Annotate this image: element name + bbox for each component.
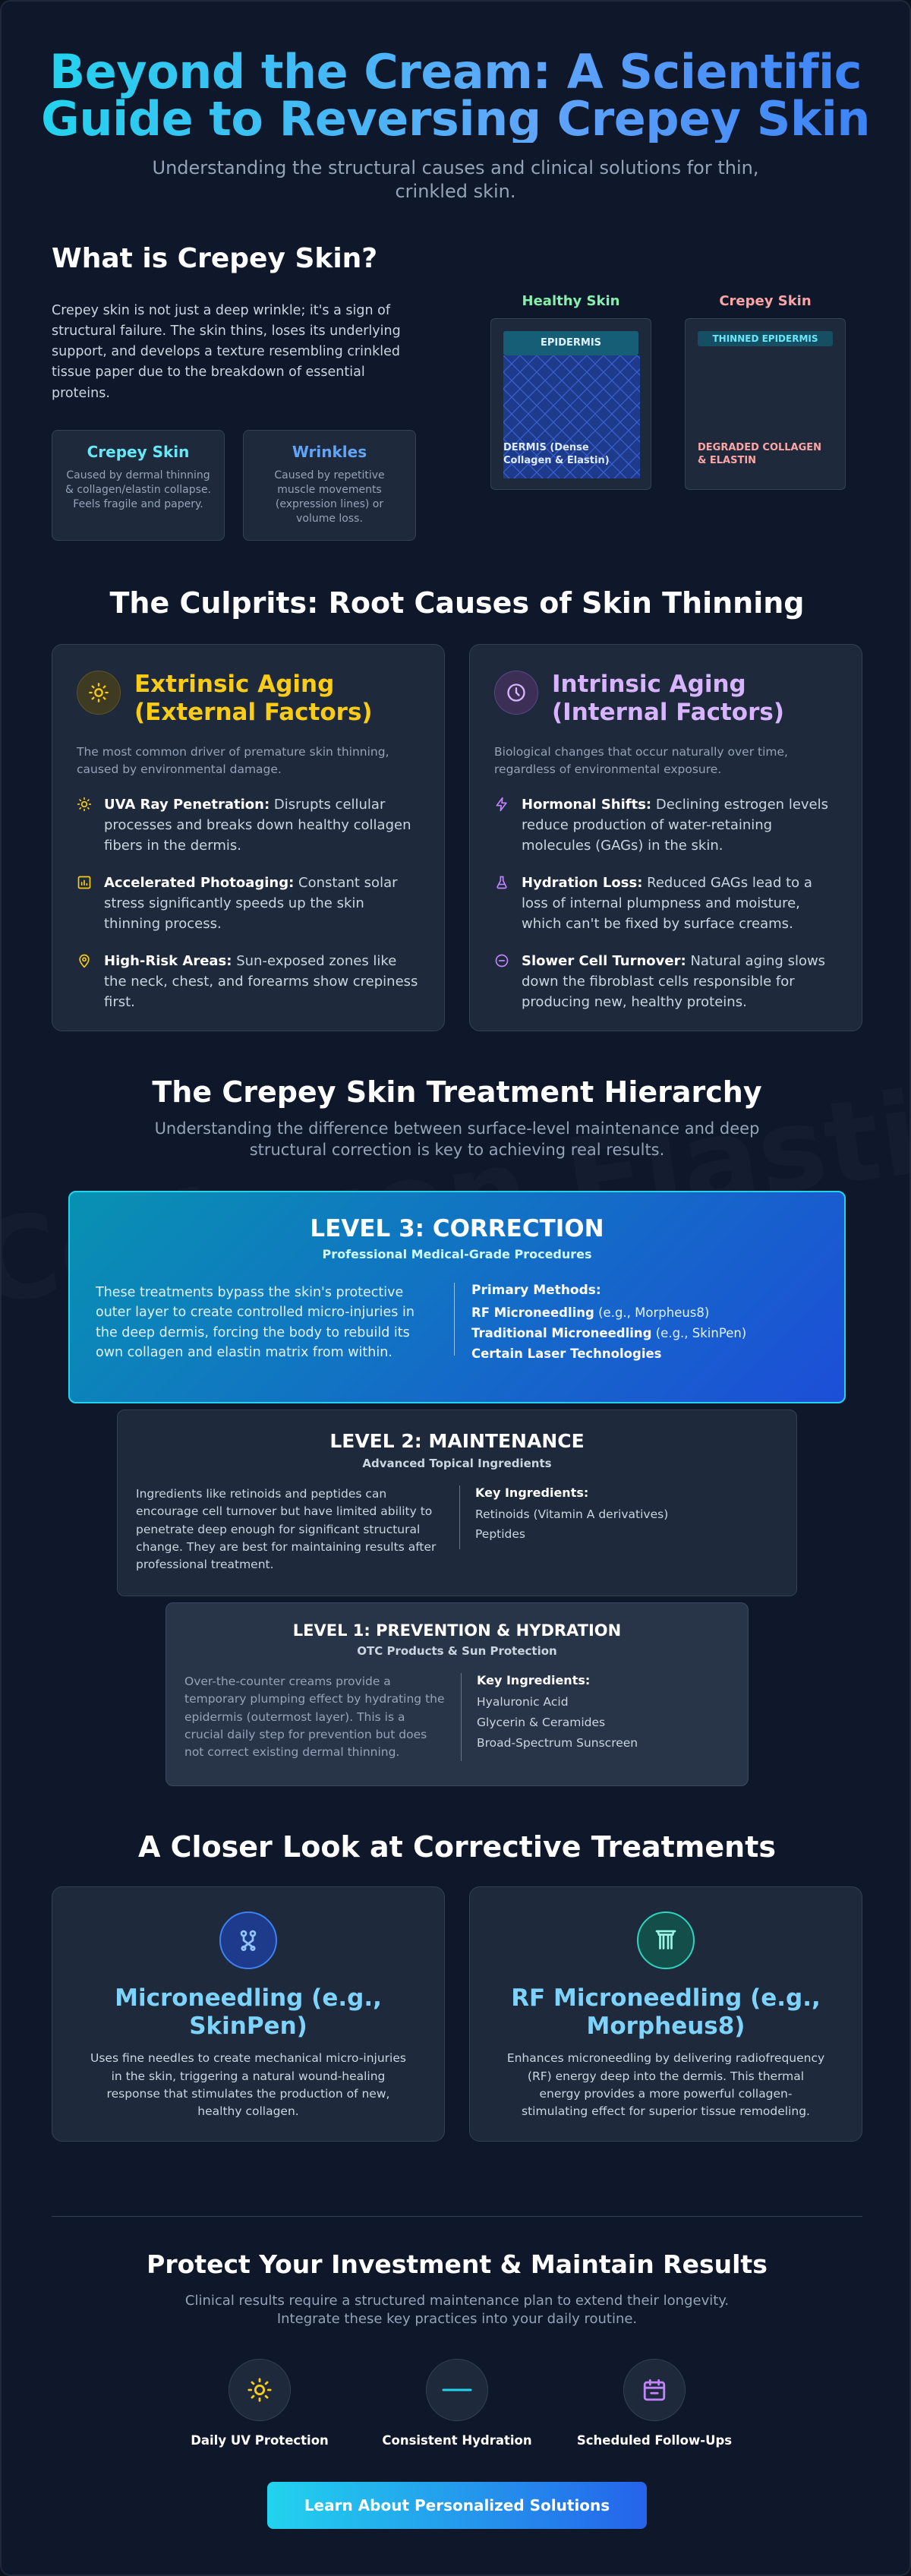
hierarchy-title: The Crepey Skin Treatment Hierarchy — [152, 1075, 762, 1109]
rf-device-icon — [637, 1911, 695, 1969]
intrinsic-title: Intrinsic Aging (Internal Factors) — [552, 671, 784, 727]
practice-label: Daily UV Protection — [191, 2433, 329, 2448]
calendar-icon — [623, 2359, 686, 2421]
method-item-name: RF Microneedling — [471, 1305, 594, 1320]
minus-circle-icon — [494, 951, 511, 1012]
what-is-crepey-section — [52, 243, 864, 547]
level-3-correction — [68, 1191, 846, 1403]
level-2-maintenance — [117, 1410, 797, 1596]
flask-icon — [494, 873, 511, 934]
intrinsic-intro: Biological changes that occur naturally over time, regardless of environmental exposure. — [494, 745, 788, 776]
practice-follow-ups — [569, 2359, 739, 2448]
level-2-ingredients — [475, 1485, 668, 1574]
level-1-ingredients-heading: Key Ingredients: — [477, 1673, 591, 1687]
method-item — [471, 1326, 746, 1340]
ingredient-item: Retinoids (Vitamin A derivatives) — [475, 1507, 669, 1521]
level-3-methods — [471, 1283, 746, 1362]
microneedling-title: Microneedling (e.g., SkinPen) — [115, 1984, 382, 2041]
extrinsic-aging-card — [52, 644, 445, 1031]
healthy-skin-diagram — [490, 293, 651, 490]
needles-icon — [219, 1911, 277, 1969]
crepey-card-title: Crepey Skin — [87, 443, 190, 461]
healthy-dermis-label: DERMIS (Dense Collagen & Elastin) — [503, 442, 610, 467]
intrinsic-item-hormonal — [494, 794, 837, 856]
extrinsic-item-bold: High-Risk Areas: — [104, 953, 232, 970]
hierarchy-subtitle: Understanding the difference between surface-level maintenance and deep structural correction is key to achieving real results. — [154, 1119, 760, 1160]
extrinsic-title: Extrinsic Aging (External Factors) — [134, 671, 373, 727]
intrinsic-item-bold: Slower Cell Turnover: — [522, 953, 686, 970]
crepey-card-text: Caused by dermal thinning & collagen/elastin collapse. Feels fragile and papery. — [65, 469, 212, 510]
culprits-title: The Culprits: Root Causes of Skin Thinning — [109, 586, 805, 620]
level-1-title: LEVEL 1: PREVENTION & HYDRATION — [292, 1621, 622, 1640]
extrinsic-item-photoaging — [77, 873, 420, 934]
rf-microneedling-card — [469, 1886, 862, 2142]
section-divider — [52, 2216, 862, 2217]
practice-label: Consistent Hydration — [382, 2433, 532, 2448]
level-3-text: These treatments bypass the skin's protective outer layer to create controlled micro-injuries in the deep dermis, forcing the body to rebuild its own collagen and elastin matrix from within. — [96, 1285, 415, 1360]
ingredient-item: Glycerin & Ceramides — [477, 1716, 606, 1729]
intrinsic-item-hydration — [494, 873, 837, 934]
practice-label: Scheduled Follow-Ups — [576, 2433, 733, 2448]
healthy-skin-box — [490, 318, 651, 490]
level-1-text: Over-the-counter creams provide a temporary plumping effect by hydrating the epidermis (outermost layer). This is a crucial daily step for prevention but does not correct existing dermal thinning. — [184, 1675, 445, 1759]
degraded-dermis-label: DEGRADED COLLAGEN & ELASTIN — [698, 442, 822, 467]
extrinsic-item-bold: Accelerated Photoaging: — [104, 875, 295, 892]
wrinkles-card-text: Caused by repetitive muscle movements (expression lines) or volume loss. — [274, 469, 385, 525]
practice-uv-protection — [175, 2359, 345, 2448]
level-3-methods-heading: Primary Methods: — [471, 1283, 601, 1298]
protect-title: Protect Your Investment & Maintain Results — [147, 2249, 768, 2279]
lightning-icon — [494, 794, 511, 856]
intrinsic-item-text: Declining estrogen levels reduce production of water-retaining molecules (GAGs) in the skin. — [522, 797, 828, 854]
learn-more-button[interactable]: Learn About Personalized Solutions — [267, 2482, 647, 2529]
level-2-title: LEVEL 2: MAINTENANCE — [329, 1430, 585, 1452]
healthy-skin-label: Healthy Skin — [522, 293, 620, 309]
level-1-divider — [461, 1673, 462, 1761]
intrinsic-item-bold: Hydration Loss: — [522, 875, 643, 892]
rf-microneedling-text: Enhances microneedling by delivering radiofrequency (RF) energy deep into the dermis. This thermal energy provides a more powerful collagen-stimulating effect for superior tissue remodeling. — [506, 2051, 825, 2119]
hierarchy-header — [2, 1075, 911, 1161]
page-subtitle: Understanding the structural causes and clinical solutions for thin, crinkled skin. — [152, 157, 759, 203]
comparison-cards — [52, 430, 416, 541]
practice-hydration — [372, 2359, 542, 2448]
ingredient-item: Hyaluronic Acid — [477, 1695, 569, 1709]
crepey-skin-diagram — [685, 293, 846, 490]
method-item-example: (e.g., SkinPen) — [651, 1326, 747, 1340]
wrinkles-card — [243, 430, 416, 541]
intrinsic-item-bold: Hormonal Shifts: — [522, 797, 652, 813]
sun-icon — [77, 671, 121, 715]
intrinsic-aging-card — [469, 644, 862, 1031]
level-2-divider — [459, 1485, 460, 1549]
extrinsic-item-text: Disrupts cellular processes and breaks down healthy collagen fibers in the dermis. — [104, 797, 411, 854]
extrinsic-intro: The most common driver of premature skin thinning, caused by environmental damage. — [77, 745, 389, 776]
what-title: What is Crepey Skin? — [52, 243, 378, 274]
extrinsic-item-bold: UVA Ray Penetration: — [104, 797, 270, 813]
sun-icon — [229, 2359, 291, 2421]
healthy-epidermis-layer: EPIDERMIS — [503, 331, 638, 355]
crepey-skin-box — [685, 318, 846, 490]
clock-icon — [494, 671, 538, 715]
level-3-title: LEVEL 3: CORRECTION — [310, 1215, 604, 1242]
method-item — [471, 1346, 746, 1361]
what-description: Crepey skin is not just a deep wrinkle; it's a sign of structural failure. The skin thins, loses its underlying support, and develops a texture resembling crinkled tissue paper due to the breakdown of essential proteins. — [52, 303, 401, 401]
crepey-skin-card — [52, 430, 225, 541]
wrinkles-card-title: Wrinkles — [292, 443, 367, 461]
practices-row — [2, 2359, 911, 2448]
sun-icon — [77, 794, 93, 856]
extrinsic-item-text: Constant solar stress significantly speeds up the skin thinning process. — [104, 875, 398, 933]
level-1-prevention — [165, 1602, 749, 1786]
corrective-title: A Closer Look at Corrective Treatments — [138, 1830, 776, 1864]
ingredient-item: Peptides — [475, 1527, 526, 1541]
level-2-subtitle: Advanced Topical Ingredients — [362, 1457, 552, 1470]
intrinsic-item-text: Natural aging slows down the fibroblast cells responsible for producing new, healthy proteins. — [522, 953, 826, 1011]
intrinsic-item-turnover — [494, 951, 837, 1012]
rf-microneedling-title: RF Microneedling (e.g., Morpheus8) — [511, 1984, 821, 2041]
extrinsic-item-uva — [77, 794, 420, 856]
chart-icon — [77, 873, 93, 934]
ingredient-item: Broad-Spectrum Sunscreen — [477, 1736, 638, 1750]
protect-subtitle — [2, 2292, 911, 2329]
method-item — [471, 1305, 746, 1320]
crepey-skin-label: Crepey Skin — [719, 293, 812, 309]
level-1-ingredients — [477, 1673, 638, 1761]
level-1-subtitle: OTC Products & Sun Protection — [357, 1644, 557, 1658]
microneedling-card — [52, 1886, 445, 2142]
extrinsic-item-text: Sun-exposed zones like the neck, chest, and forearms show crepiness first. — [104, 953, 418, 1011]
extrinsic-item-high-risk — [77, 951, 420, 1012]
hero — [2, 2, 909, 204]
thinned-epidermis-layer: THINNED EPIDERMIS — [698, 331, 833, 346]
level-3-subtitle: Professional Medical-Grade Procedures — [322, 1247, 592, 1261]
method-item-name: Certain Laser Technologies — [471, 1346, 662, 1361]
level-2-ingredients-heading: Key Ingredients: — [475, 1485, 589, 1500]
location-pin-icon — [77, 951, 93, 1012]
method-item-example: (e.g., Morpheus8) — [594, 1305, 710, 1320]
intrinsic-item-text: Reduced GAGs lead to a loss of internal plumpness and moisture, which can't be fixed by surface creams. — [522, 875, 812, 933]
level-3-divider — [454, 1283, 455, 1356]
microneedling-text: Uses fine needles to create mechanical micro-injuries in the skin, triggering a natural wound-healing response that stimulates the production of new, healthy collagen. — [90, 2051, 406, 2119]
method-item-name: Traditional Microneedling — [471, 1326, 652, 1340]
page-title: Beyond the Cream: A Scientific Guide to Reversing Crepey Skin — [38, 49, 873, 143]
droplet-icon — [426, 2359, 488, 2421]
protect-subtitle-text: Clinical results require a structured maintenance plan to extend their longevity. Integrate these key practices into your daily routine. — [184, 2293, 730, 2328]
level-2-text: Ingredients like retinoids and peptides can encourage cell turnover but have limited ability to penetrate deep enough for significant structural change. They are best for maintaining results after professional treatment. — [136, 1487, 437, 1571]
